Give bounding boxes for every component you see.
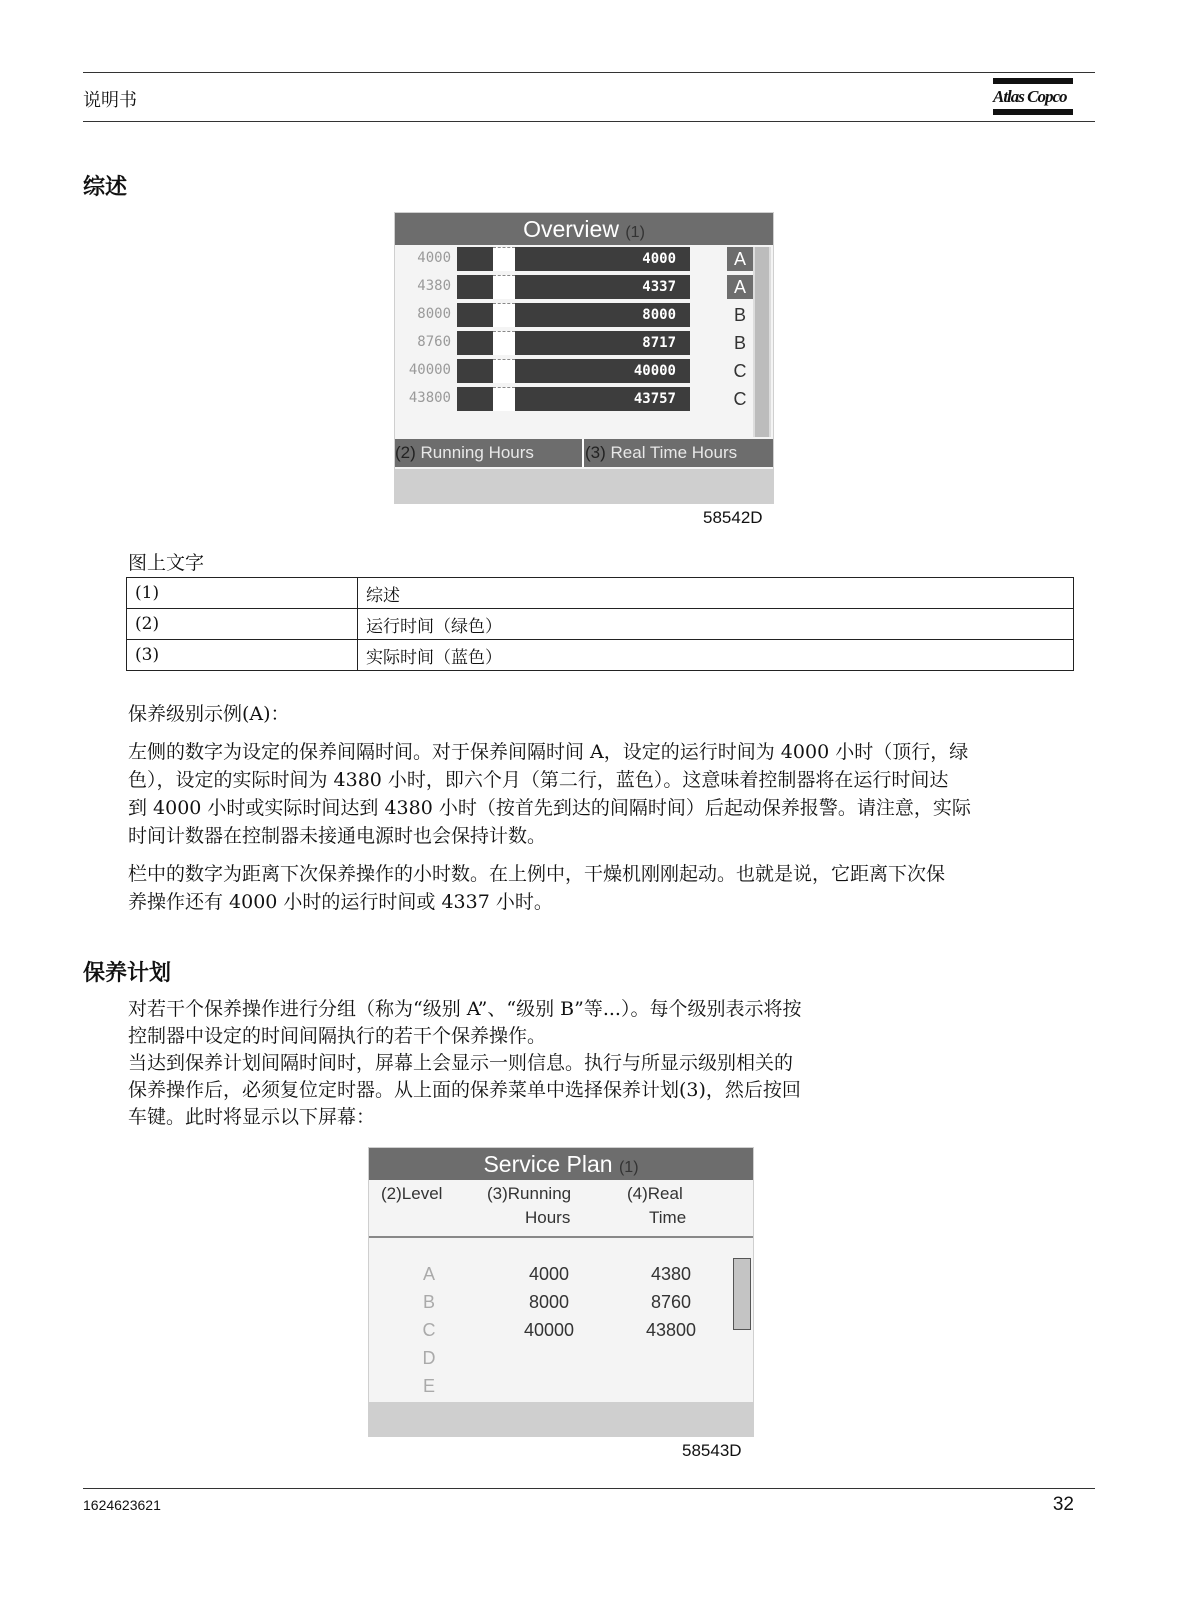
interval-label: 4380 [417,278,451,294]
progress-bar-left [457,359,493,383]
real-time-cell: 43800 [645,1320,697,1340]
service-plan-scrollbar[interactable] [733,1258,751,1330]
overview-scroll-thumb[interactable] [755,247,769,437]
paragraph-line: 控制器中设定的时间间隔执行的若干个保养操作。 [128,1025,547,1047]
column-header-real-time: (4)Real Time [627,1184,687,1227]
level-cell[interactable]: A [422,1264,435,1284]
overview-row[interactable] [395,359,775,383]
section-heading-overview: 综述 [83,175,128,200]
level-cell[interactable]: E [422,1376,435,1396]
tab-running-hours[interactable]: (2) Running Hours [395,439,584,467]
column-header-level: (2)Level [381,1184,443,1203]
level-cell[interactable]: B [422,1292,435,1312]
paragraph-line: 时间计数器在控制器未接通电源时也会保持计数。 [128,825,547,847]
legend-ref: (1) [127,578,358,609]
progress-gap [493,387,515,411]
remaining-hours-value: 4337 [515,275,690,299]
page-number: 32 [1052,1494,1074,1515]
remaining-hours-value: 40000 [515,359,690,383]
overview-title-ref: (1) [625,224,645,241]
level-cell[interactable]: D [422,1348,436,1368]
progress-gap [493,275,515,299]
overview-scrollbar[interactable] [753,247,771,437]
paragraph-line: 色），设定的实际时间为 4380 小时，即六个月（第二行，蓝色）。这意味着控制器将在运行时间达 [128,769,949,791]
overview-title-bar [395,213,773,245]
paragraph-line: 当达到保养计划间隔时间时，屏幕上会显示一则信息。执行与所显示级别相关的 [128,1052,794,1074]
remaining-hours-value: 4000 [515,247,690,271]
legend-row [127,609,1074,640]
paragraph-service-plan [128,996,1088,1131]
overview-row[interactable] [395,387,775,411]
paragraph-line: 车键。此时将显示以下屏幕： [128,1106,376,1128]
level-cell[interactable]: C [422,1320,436,1340]
paragraph-line: 保养操作后，必须复位定时器。从上面的保养菜单中选择保养计划(3)，然后按回 [128,1079,801,1101]
example-title: 保养级别示例(A)： [128,703,290,725]
service-plan-title: Service Plan [483,1151,613,1177]
real-time-cell: 8760 [650,1292,692,1312]
tab-real-time-hours[interactable]: (3) Real Time Hours [585,443,738,462]
header-top-rule [83,72,1095,73]
progress-gap [493,303,515,327]
legend-ref: (2) [127,609,358,640]
interval-label: 40000 [408,362,451,378]
remaining-hours-value: 8717 [515,331,690,355]
remaining-hours-value: 8000 [515,303,690,327]
interval-label: 43800 [408,390,451,406]
interval-label: 8000 [417,306,451,322]
progress-gap [493,247,515,271]
column-header-running-hours: (3)Running Hours [487,1184,572,1227]
running-cell: 4000 [528,1264,570,1284]
progress-bar-left [457,387,493,411]
overview-tab-bar [395,439,773,467]
running-cell: 8000 [528,1292,570,1312]
overview-title: Overview [523,216,619,242]
real-time-column [631,1260,711,1344]
running-cell: 40000 [523,1320,575,1340]
paragraph-line: 左侧的数字为设定的保养间隔时间。对于保养间隔时间 A，设定的运行时间为 4000 小时（顶行，绿 [128,741,969,763]
remaining-hours-value: 43757 [515,387,690,411]
atlas-copco-logo: Atlas Copco [993,78,1073,118]
progress-bar-left [457,275,493,299]
progress-bar-left [457,247,493,271]
level-column [409,1260,449,1400]
interval-label: 8760 [417,334,451,350]
level-indicator[interactable]: B [733,305,746,325]
progress-bar-left [457,303,493,327]
progress-gap [493,359,515,383]
footer-rule [83,1488,1095,1489]
legend-caption: 图上文字 [128,552,205,574]
level-indicator[interactable]: A [727,247,753,271]
header-divider [369,1236,753,1238]
legend-text: 运行时间（绿色） [358,609,1074,640]
level-indicator[interactable]: A [727,275,753,299]
paragraph-remaining [128,860,1088,916]
level-indicator[interactable]: B [733,333,746,353]
paragraph-line: 养操作还有 4000 小时的运行时间或 4337 小时。 [128,891,553,913]
level-indicator[interactable]: C [733,389,747,409]
service-plan-footer-bar [369,1402,753,1436]
overview-row[interactable] [395,247,775,271]
progress-bar-left [457,331,493,355]
overview-screen [394,212,774,504]
level-indicator[interactable]: C [733,361,747,381]
document-number: 1624623621 [83,1497,161,1513]
overview-footer-bar [395,469,773,503]
legend-text: 综述 [358,578,1074,609]
header-title: 说明书 [83,90,137,111]
progress-gap [493,331,515,355]
paragraph-intervals [128,738,1088,850]
legend-row [127,640,1074,671]
legend-row [127,578,1074,609]
overview-rows [395,247,773,437]
service-plan-title-bar [369,1148,753,1180]
service-plan-title-ref: (1) [618,1159,639,1176]
real-time-cell: 4380 [650,1264,692,1284]
interval-label: 4000 [417,250,451,266]
figure-id-overview: 58542D [703,508,763,527]
overview-row[interactable] [395,275,775,299]
overview-row[interactable] [395,331,775,355]
legend-table [126,577,1074,671]
service-plan-screen [368,1147,754,1437]
header-bottom-rule [83,121,1095,122]
overview-row[interactable] [395,303,775,327]
running-hours-column [509,1260,589,1344]
legend-text: 实际时间（蓝色） [358,640,1074,671]
paragraph-line: 栏中的数字为距离下次保养操作的小时数。在上例中，干燥机刚刚起动。也就是说，它距离下次保 [128,863,946,885]
paragraph-line: 到 4000 小时或实际时间达到 4380 小时（按首先到达的间隔时间）后起动保养报警。请注意，实际 [128,797,971,819]
legend-ref: (3) [127,640,358,671]
paragraph-line: 对若干个保养操作进行分组（称为“级别 A”、“级别 B”等...）。每个级别表示将按 [128,998,802,1020]
figure-id-service-plan: 58543D [682,1441,742,1460]
section-heading-service-plan: 保养计划 [83,961,172,986]
